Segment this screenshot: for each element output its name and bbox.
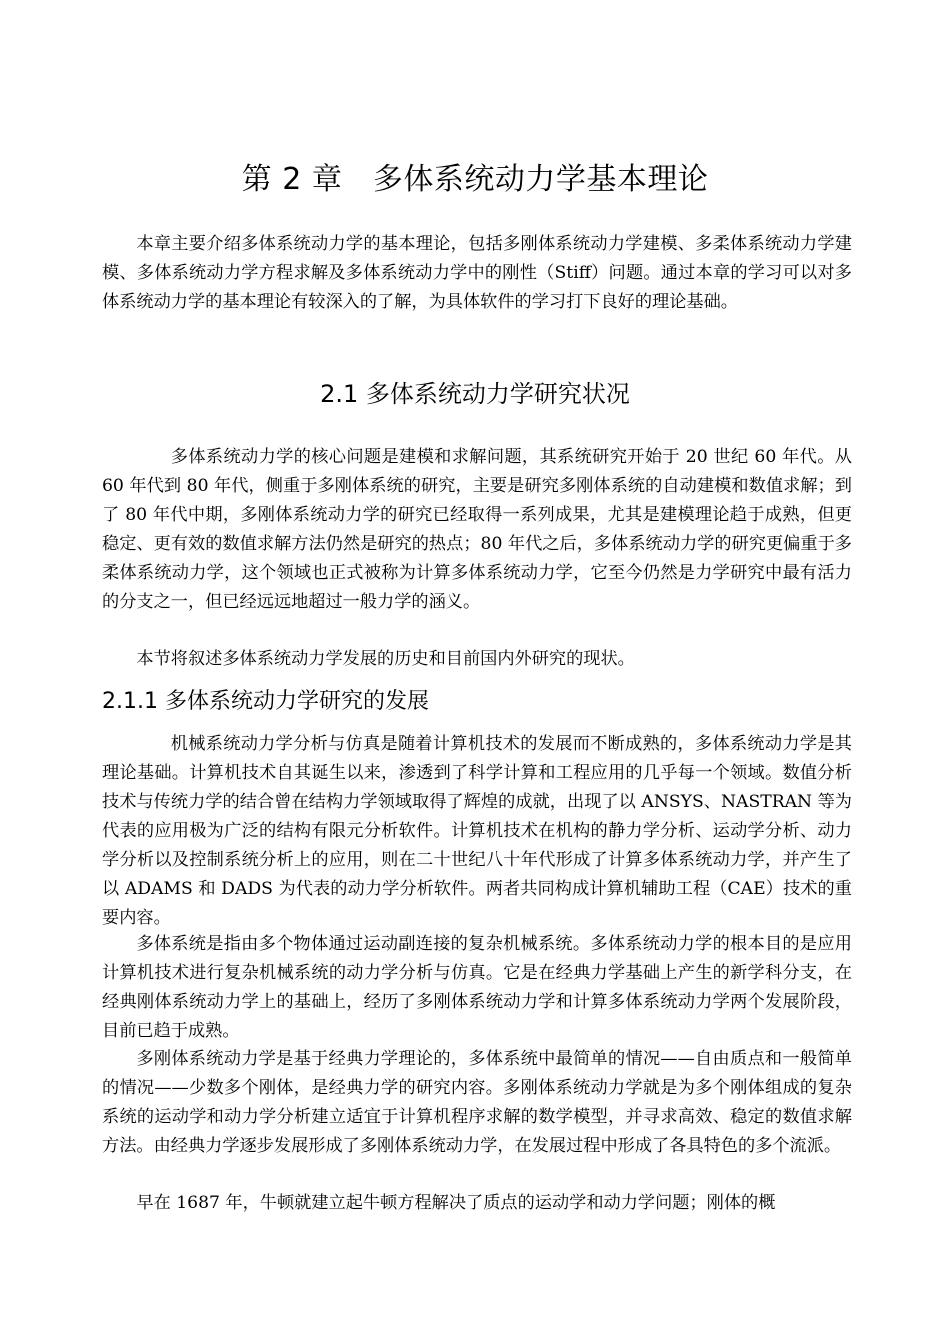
section-2-1-paragraph-1: 多体系统动力学的核心问题是建模和求解问题，其系统研究开始于 20 世纪 60 年代。从 60 年代到 80 年代，侧重于多刚体系统的研究，主要是研究多刚体系统的自动建模和数值求解；到了 80 年代中期，多刚体系统动力学的研究已经取得一系列成果，尤其是建模理论趋于成熟，但更稳定、更有效的数值求解方法仍然是研究的热点；80 年代之后，多体系统动力学的研究更偏重于多柔体系统动力学，这个领域也正式被称为计算多体系统动力学，它至今仍然是力学研究中最有活力的分支之一，但已经远远地超过一般力学的涵义。 [102,447,852,612]
subsection-2-1-1-paragraph-1: 机械系统动力学分析与仿真是随着计算机技术的发展而不断成熟的，多体系统动力学是其理论基础。计算机技术自其诞生以来，渗透到了科学计算和工程应用的几乎每一个领域。数值分析技术与传统力学的结合曾在结构力学领域取得了辉煌的成就，出现了以 ANSYS、NASTRAN 等为代表的应用极为广泛的结构有限元分析软件。计算机技术在机构的静力学分析、运动学分析、动力学分析以及控制系统分析上的应用，则在二十世纪八十年代形成了计算多体系统动力学，并产生了以 ADAMS 和 DADS 为代表的动力学分析软件。两者共同构成计算机辅助工程（CAE）技术的重要内容。 [102,734,852,928]
intro-paragraph: 本章主要介绍多体系统动力学的基本理论，包括多刚体系统动力学建模、多柔体系统动力学建模、多体系统动力学方程求解及多体系统动力学中的刚性（Stiff）问题。通过本章的学习可以对多体系统动力学的基本理论有较深入的了解，为具体软件的学习打下良好的理论基础。 [102,234,852,312]
section-title-2-1: 2.1 多体系统动力学研究状况 [320,380,630,408]
chapter-title: 第 2 章 多体系统动力学基本理论 [241,162,709,197]
subsection-2-1-1-paragraph-2: 多体系统是指由多个物体通过运动副连接的复杂机械系统。多体系统动力学的根本目的是应用计算机技术进行复杂机械系统的动力学分析与仿真。它是在经典力学基础上产生的新学科分支，在经典刚体系统动力学上的基础上，经历了多刚体系统动力学和计算多体系统动力学两个发展阶段，目前已趋于成熟。 [102,934,852,1041]
subsection-2-1-1-paragraph-4: 早在 1687 年，牛顿就建立起牛顿方程解决了质点的运动学和动力学问题；刚体的概 [136,1193,776,1213]
subsection-title-2-1-1: 2.1.1 多体系统动力学研究的发展 [102,689,429,714]
subsection-2-1-1-paragraph-3: 多刚体系统动力学是基于经典力学理论的，多体系统中最简单的情况——自由质点和一般简单的情况——少数多个刚体，是经典力学的研究内容。多刚体系统动力学就是为多个刚体组成的复杂系统的运动学和动力学分析建立适宜于计算机程序求解的数学模型，并寻求高效、稳定的数值求解方法。由经典力学逐步发展形成了多刚体系统动力学，在发展过程中形成了各具特色的多个流派。 [102,1049,852,1156]
section-2-1-paragraph-2: 本节将叙述多体系统动力学发展的历史和目前国内外研究的现状。 [136,649,635,669]
